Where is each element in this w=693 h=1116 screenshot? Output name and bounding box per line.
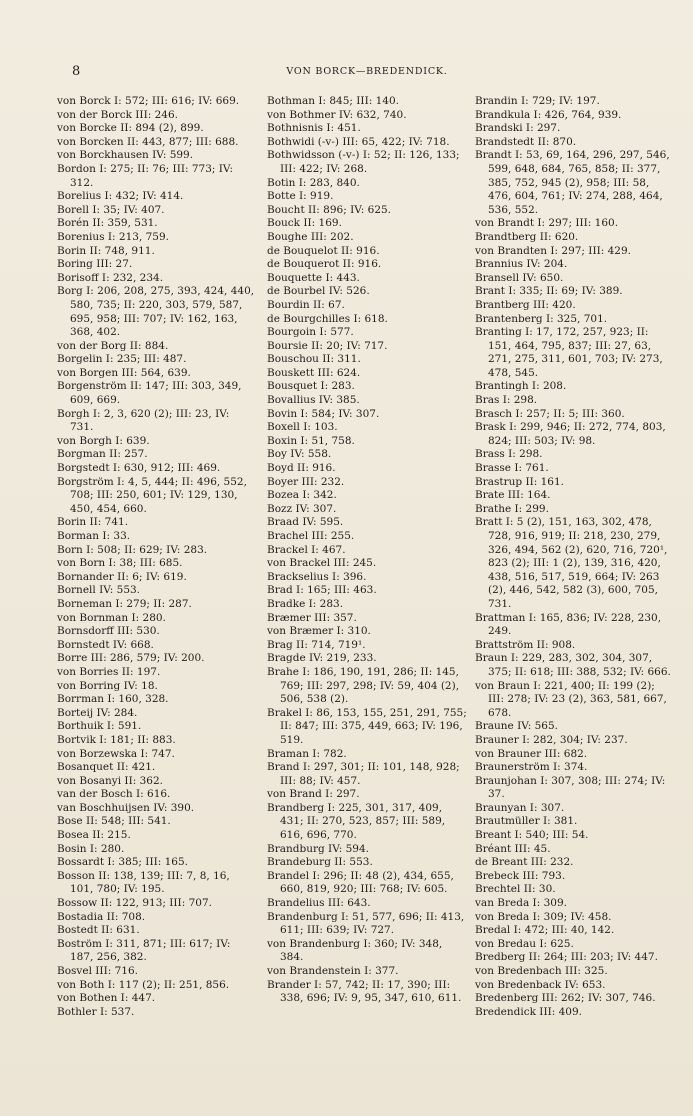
index-entry: Brass I: 298.: [475, 448, 543, 461]
index-entry: von Borries II: 197.: [57, 665, 161, 678]
index-entry: von Bredenbach III: 325.: [475, 965, 608, 977]
index-entry: Brandburg IV: 594.: [267, 842, 369, 855]
index-entry: Brandberg I: 225, 301, 317, 409, 431; II: 270, 523, 857; III: 589, 616, 696, 770.: [267, 801, 446, 842]
index-entry: Boyer III: 232.: [267, 475, 345, 488]
index-entry: von Bornman I: 280.: [57, 611, 166, 624]
index-entry: Borgstedt I: 630, 912; III: 469.: [57, 462, 221, 475]
index-entry: Brandelius III: 643.: [267, 897, 371, 910]
index-entry: Brandski I: 297.: [475, 122, 561, 135]
index-entry: von Brand I: 297.: [267, 788, 360, 801]
index-entry: Brander I: 57, 742; II: 17, 390; III: 338, 696; IV: 9, 95, 347, 610, 611.: [267, 978, 462, 1005]
index-entry: Brask I: 299, 946; II: 272, 774, 803, 824; III: 503; IV: 98.: [475, 421, 666, 447]
index-entry: Bosin I: 280.: [57, 842, 125, 855]
index-entry: Brandin I: 729; IV: 197.: [475, 95, 600, 107]
index-entry: Brannius IV: 204.: [475, 258, 568, 271]
index-entry: Borén II: 359, 531.: [57, 217, 158, 230]
index-entry: Bouschou II: 311.: [267, 353, 361, 366]
index-entry: van der Bosch I: 616.: [57, 788, 171, 801]
index-entry: Brandtberg II: 620.: [475, 230, 579, 243]
index-entry: Bredberg II: 264; III: 203; IV: 447.: [475, 951, 658, 964]
index-entry: Bostadia II: 708.: [57, 910, 146, 923]
index-entry: Bosanquet II: 421.: [57, 761, 156, 774]
index-entry: von Borgen III: 564, 639.: [57, 366, 191, 379]
index-entry: Brantenberg I: 325, 701.: [475, 312, 608, 325]
index-entry: Bothman I: 845; III: 140.: [267, 95, 399, 107]
index-entry: de Bouquerot II: 916.: [267, 258, 382, 271]
index-entry: Bradke I: 283.: [267, 597, 344, 610]
index-entry: Bose II: 548; III: 541.: [57, 815, 171, 828]
index-entry: Bostedt II: 631.: [57, 924, 140, 937]
index-entry: Bovin I: 584; IV: 307.: [267, 407, 380, 420]
index-entry: Bras I: 298.: [475, 394, 538, 407]
index-entry: Bossardt I: 385; III: 165.: [57, 856, 189, 869]
index-entry: Borgelin I: 235; III: 487.: [57, 353, 187, 366]
index-column-3: [475, 95, 671, 1019]
index-entry: Borin II: 741.: [57, 516, 129, 529]
index-entry: Boucht II: 896; IV: 625.: [267, 203, 392, 216]
index-entry: Bothler I: 537.: [57, 1005, 135, 1018]
index-entry: Borin II: 748, 911.: [57, 244, 155, 257]
index-entry: Bozea I: 342.: [267, 489, 337, 502]
index-entry: Brackselius I: 396.: [267, 570, 367, 583]
index-entry: Borman I: 33.: [57, 530, 131, 542]
index-entry: Braun I: 229, 283, 302, 304, 307, 375; II: 618; III: 388, 532; IV: 666.: [475, 652, 671, 678]
index-entry: Brattman I: 165, 836; IV: 228, 230, 249.: [475, 611, 662, 638]
index-entry: von der Borg II: 884.: [57, 339, 169, 352]
index-entry: Breant I: 540; III: 54.: [475, 829, 589, 842]
index-entry: Braman I: 782.: [267, 747, 347, 760]
index-entry: Bousquet I: 283.: [267, 380, 355, 393]
index-entry: Braunyan I: 307.: [475, 801, 565, 814]
index-entry: Bratt I: 5 (2), 151, 163, 302, 478, 728, 916, 919; II: 218, 230, 279, 326, 494, 562 (2), 620, 716, 720¹, 823 (2); III: 1 (2), 139, 316, 420, 438, 516, 517, 519, 664; IV: 263 (2), 446, 542, 582 (3), 600, 705, 731.: [475, 516, 668, 610]
index-entry: Borg I: 206, 208, 275, 393, 424, 440, 580, 735; II: 220, 303, 579, 587, 695, 958; III: 707; IV: 162, 163, 368, 402.: [57, 285, 255, 339]
index-entry: von Both I: 117 (2); II: 251, 856.: [57, 978, 230, 991]
index-entry: van Boschhuijsen IV: 390.: [57, 801, 195, 814]
index-entry: Brant I: 335; II: 69; IV: 389.: [475, 285, 623, 298]
index-entry: von Bothen I: 447.: [57, 992, 156, 1005]
index-entry: Boursie II: 20; IV: 717.: [267, 339, 388, 352]
index-entry: Bredal I: 472; III: 40, 142.: [475, 924, 615, 937]
index-entry: von Borckhausen IV: 599.: [57, 149, 194, 162]
index-entry: Borgh I: 2, 3, 620 (2); III: 23, IV: 731.: [57, 407, 230, 434]
index-entry: Boström I: 311, 871; III: 617; IV: 187, 256, 382.: [57, 937, 231, 964]
index-entry: Bornander II: 6; IV: 619.: [57, 570, 187, 583]
index-entry: Borgman II: 257.: [57, 448, 148, 461]
index-entry: Brad I: 165; III: 463.: [267, 584, 377, 597]
index-entry: Bosea II: 215.: [57, 829, 131, 842]
index-entry: Borneman I: 279; II: 287.: [57, 597, 192, 610]
index-entry: von Borzewska I: 747.: [57, 747, 175, 760]
index-entry: Bossow II: 122, 913; III: 707.: [57, 897, 212, 910]
index-entry: Brakel I: 86, 153, 155, 251, 291, 755; II: 847; III: 375, 449, 663; IV: 196, 519.: [267, 706, 467, 746]
index-entry: Braunerström I: 374.: [475, 761, 588, 774]
index-entry: von Brandten I: 297; III: 429.: [475, 244, 632, 257]
index-entry: Bredendick III: 409.: [475, 1005, 583, 1018]
index-entry: Borrman I: 160, 328.: [57, 693, 169, 706]
page-header: [72, 64, 662, 86]
index-entry: von Borgh I: 639.: [57, 434, 150, 447]
index-entry: Brand I: 297, 301; II: 101, 148, 928; III: 88; IV: 457.: [267, 761, 460, 787]
index-entry: Bourdin II: 67.: [267, 298, 345, 311]
index-entry: Bovallius IV: 385.: [267, 394, 360, 407]
index-entry: Bornstedt IV: 668.: [57, 638, 154, 651]
index-entry: Bréant III: 45.: [475, 842, 551, 855]
index-entry: Borteij IV: 284.: [57, 706, 138, 719]
index-entry: Bornsdorff III: 530.: [57, 625, 160, 638]
index-entry: von Bosanyi II: 362.: [57, 774, 163, 787]
index-entry: Brandenburg I: 51, 577, 696; II: 413, 611; III: 639; IV: 727.: [267, 910, 465, 937]
index-column-2: [267, 95, 467, 1006]
index-entry: von Borring IV: 18.: [57, 679, 158, 692]
index-entry: Brasch I: 257; II: 5; III: 360.: [475, 407, 625, 420]
index-entry: Brechtel II: 30.: [475, 883, 556, 896]
index-entry: von Bredenback IV: 653.: [475, 978, 606, 991]
index-entry: Bourgoin I: 577.: [267, 326, 354, 339]
index-entry: Brasse I: 761.: [475, 462, 549, 475]
index-entry: Botin I: 283, 840.: [267, 176, 360, 189]
index-entry: Brandeburg II: 553.: [267, 856, 373, 869]
index-entry: Bræmer III: 357.: [267, 611, 357, 624]
index-entry: Bransell IV: 650.: [475, 271, 564, 284]
index-entry: Bredenberg III: 262; IV: 307, 746.: [475, 992, 656, 1005]
index-entry: Borenius I: 213, 759.: [57, 230, 169, 243]
index-entry: Borre III: 286, 579; IV: 200.: [57, 652, 205, 665]
index-entry: de Bourbel IV: 526.: [267, 285, 370, 298]
index-entry: Brandkula I: 426, 764, 939.: [475, 108, 622, 121]
index-entry: Bortvik I: 181; II: 883.: [57, 733, 176, 746]
index-entry: von Borcke II: 894 (2), 899.: [57, 122, 204, 135]
index-entry: Bothwidi (-v-) III: 65, 422; IV: 718.: [267, 135, 450, 148]
index-entry: de Bourgchilles I: 618.: [267, 312, 388, 325]
index-entry: Bosson II: 138, 139; III: 7, 8, 16, 101, 780; IV: 195.: [57, 869, 230, 896]
index-entry: de Bouquelot II: 916.: [267, 244, 380, 257]
index-entry: Brebeck III: 793.: [475, 869, 566, 882]
index-entry: Boyd II: 916.: [267, 462, 336, 475]
index-entry: Bozz IV: 307.: [267, 502, 337, 515]
index-entry: Boy IV: 558.: [267, 448, 332, 461]
index-entry: von Bredau I: 625.: [475, 937, 574, 950]
index-entry: Bragde IV: 219, 233.: [267, 652, 377, 665]
index-entry: von Brandt I: 297; III: 160.: [475, 217, 619, 230]
index-entry: Botte I: 919.: [267, 190, 334, 203]
index-entry: von Bræmer I: 310.: [267, 625, 371, 638]
index-entry: von Borcken II: 443, 877; III: 688.: [57, 135, 239, 148]
index-entry: Borisoff I: 232, 234.: [57, 271, 164, 284]
index-entry: Brauner I: 282, 304; IV: 237.: [475, 733, 628, 746]
index-entry: Braune IV: 565.: [475, 720, 559, 733]
index-entry: Boxin I: 51, 758.: [267, 434, 355, 447]
index-entry: Bouck II: 169.: [267, 217, 342, 230]
index-entry: Brantberg III: 420.: [475, 298, 576, 311]
index-entry: van Breda I: 309.: [475, 897, 567, 910]
index-entry: Brathe I: 299.: [475, 502, 549, 515]
index-entry: Brattström II: 908.: [475, 638, 576, 651]
index-entry: Boughe III: 202.: [267, 230, 354, 243]
index-entry: Borthuik I: 591.: [57, 720, 142, 733]
index-entry: Bouquette I: 443.: [267, 271, 360, 284]
index-entry: Bothwidsson (-v-) I: 52; II: 126, 133; III: 422; IV: 268.: [267, 149, 460, 175]
index-entry: von der Borck III: 246.: [57, 108, 178, 121]
index-entry: Boxell I: 103.: [267, 421, 338, 434]
running-head: VON BORCK—BREDENDICK.: [286, 66, 448, 77]
index-entry: von Brackel III: 245.: [267, 557, 377, 570]
index-entry: Brate III: 164.: [475, 489, 551, 502]
index-entry: Brantingh I: 208.: [475, 380, 567, 393]
index-entry: Borelius I: 432; IV: 414.: [57, 190, 184, 203]
index-entry: Branting I: 17, 172, 257, 923; II: 151, 464, 795, 837; III: 27, 63, 271, 275, 311, 601, 703; IV: 273, 478, 545.: [475, 326, 663, 379]
index-entry: von Breda I: 309; IV: 458.: [475, 910, 612, 923]
index-entry: von Born I: 38; III: 685.: [57, 557, 183, 570]
index-entry: Boring III: 27.: [57, 258, 133, 271]
index-entry: Brandel I: 296; II: 48 (2), 434, 655, 660, 819, 920; III: 768; IV: 605.: [267, 869, 454, 896]
index-entry: von Brandenburg I: 360; IV: 348, 384.: [267, 937, 443, 964]
index-entry: Borgenström II: 147; III: 303, 349, 609, 669.: [57, 380, 242, 407]
index-entry: Brandt I: 53, 69, 164, 296, 297, 546, 599, 648, 684, 765, 858; II: 377, 385, 752, 945 (2), 958; III: 58, 476, 604, 761; IV: 274, 288, 464, 536, 552.: [475, 149, 670, 216]
index-entry: Brastrup II: 161.: [475, 475, 564, 488]
index-entry: Borgström I: 4, 5, 444; II: 496, 552, 708; III: 250, 601; IV: 129, 130, 450, 454, 660.: [57, 475, 247, 515]
index-entry: von Brandenstein I: 377.: [267, 965, 399, 977]
index-entry: Bordon I: 275; II: 76; III: 773; IV: 312.: [57, 162, 233, 189]
index-entry: von Bothmer IV: 632, 740.: [267, 108, 407, 121]
index-entry: von Borck I: 572; III: 616; IV: 669.: [57, 95, 240, 107]
page-number: 8: [72, 64, 81, 79]
index-entry: Braunjohan I: 307, 308; III: 274; IV: 37.: [475, 774, 666, 801]
index-entry: von Braun I: 221, 400; II: 199 (2); III: 278; IV: 23 (2), 363, 581, 667, 678.: [475, 679, 667, 719]
index-entry: de Breant III: 232.: [475, 856, 574, 869]
index-entry: Brackel I: 467.: [267, 543, 346, 556]
index-entry: Borell I: 35; IV: 407.: [57, 203, 165, 216]
index-entry: Brautmüller I: 381.: [475, 815, 578, 828]
index-column-1: [57, 95, 255, 1019]
index-entry: Bornell IV: 553.: [57, 584, 141, 597]
index-entry: Bothnisnis I: 451.: [267, 122, 361, 135]
index-entry: Brag II: 714, 719¹.: [267, 638, 366, 651]
index-entry: Bosvel III: 716.: [57, 965, 138, 977]
index-entry: Born I: 508; II: 629; IV: 283.: [57, 543, 208, 556]
index-entry: Bouskett III: 624.: [267, 366, 361, 379]
index-entry: Brandstedt II: 870.: [475, 135, 577, 148]
index-entry: Brahe I: 186, 190, 191, 286; II: 145, 769; III: 297, 298; IV: 59, 404 (2), 506, 538 (2).: [267, 665, 460, 706]
index-entry: Brachel III: 255.: [267, 530, 355, 542]
index-entry: von Brauner III: 682.: [475, 747, 588, 760]
index-entry: Braad IV: 595.: [267, 516, 344, 529]
